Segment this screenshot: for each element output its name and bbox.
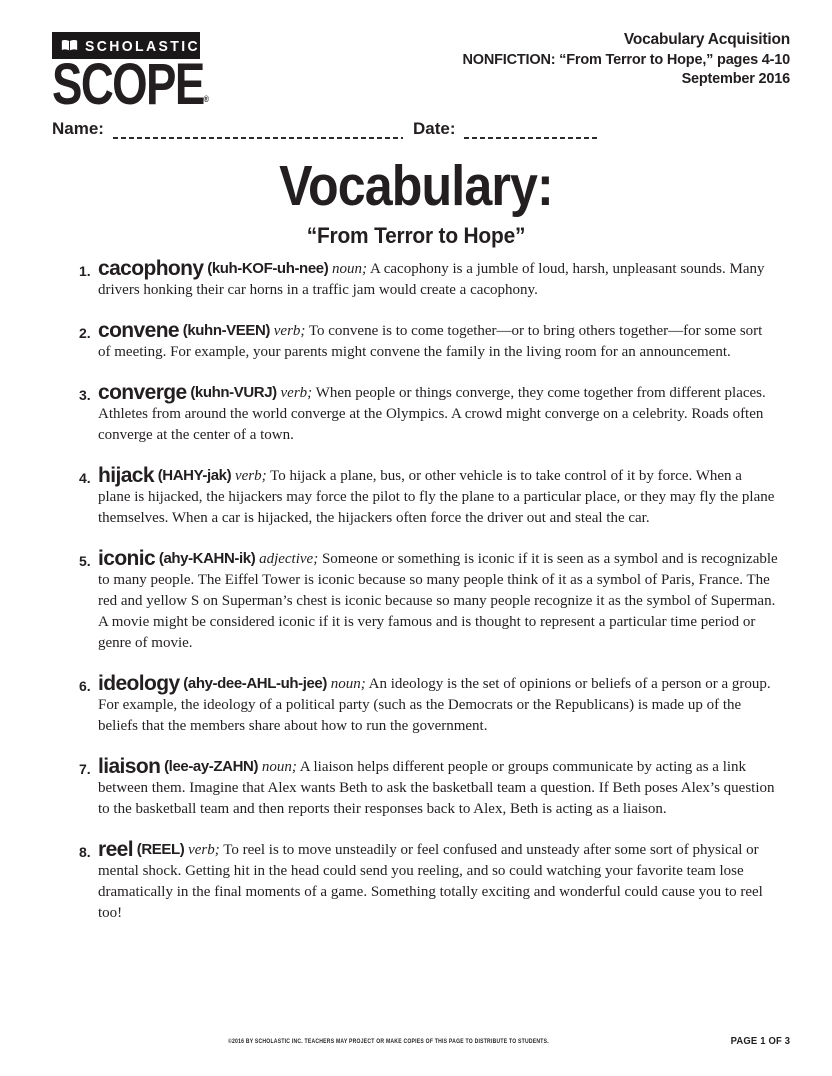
definition: When people or things converge, they come together from different places. Athletes from around the world converge at the Olympics. A crowd might converge on a celebrity. Roads often converge at the center of a town. bbox=[98, 385, 766, 443]
part-of-speech: noun; bbox=[261, 759, 297, 775]
vocab-item-iconic bbox=[52, 548, 778, 654]
issue-date: September 2016 bbox=[681, 71, 790, 87]
name-input-line[interactable] bbox=[113, 123, 403, 139]
issue-header bbox=[463, 31, 791, 87]
name-label: Name: bbox=[52, 119, 104, 138]
scholastic-wordmark: SCHOLASTIC bbox=[85, 37, 200, 54]
part-of-speech: noun; bbox=[330, 676, 366, 692]
vocab-item-liaison bbox=[52, 756, 778, 820]
page-subtitle: “From Terror to Hope” bbox=[306, 223, 526, 248]
part-of-speech: verb; bbox=[234, 468, 267, 484]
vocab-item-ideology bbox=[52, 673, 778, 737]
item-number: 2. bbox=[79, 325, 91, 341]
page-title: Vocabulary: bbox=[279, 154, 553, 218]
pronunciation: (ahy-KAHN-ik) bbox=[158, 550, 256, 567]
skill-title: Vocabulary Acquisition bbox=[623, 31, 790, 48]
item-number: 7. bbox=[79, 761, 91, 777]
pronunciation: (kuhn-VURJ) bbox=[190, 384, 277, 401]
item-number: 6. bbox=[79, 678, 91, 694]
title-block bbox=[0, 154, 832, 249]
vocab-item-hijack bbox=[52, 465, 778, 529]
pronunciation: (HAHY-jak) bbox=[157, 467, 232, 484]
vocab-word: convene bbox=[98, 319, 179, 342]
item-number: 8. bbox=[79, 844, 91, 860]
part-of-speech: verb; bbox=[188, 842, 220, 858]
open-book-icon bbox=[61, 39, 78, 52]
vocab-item-convene bbox=[52, 320, 778, 363]
vocab-word: ideology bbox=[98, 672, 180, 695]
item-number: 3. bbox=[79, 387, 91, 403]
pronunciation: (ahy-dee-AHL-uh-jee) bbox=[183, 675, 327, 692]
item-number: 5. bbox=[79, 553, 91, 569]
item-number: 1. bbox=[79, 263, 91, 279]
scope-wordmark: SCOPE® bbox=[52, 51, 209, 118]
part-of-speech: noun; bbox=[332, 261, 368, 277]
registered-mark: ® bbox=[203, 93, 209, 104]
part-of-speech: adjective; bbox=[259, 551, 319, 567]
date-label: Date: bbox=[412, 119, 456, 138]
vocab-word: iconic bbox=[98, 547, 156, 570]
item-number: 4. bbox=[79, 470, 91, 486]
article-reference: NONFICTION: “From Terror to Hope,” pages 4-10 bbox=[462, 52, 790, 68]
vocab-item-cacophony bbox=[52, 258, 778, 301]
definition: To convene is to come together—or to bring others together—for some sort of meeting. For example, your parents might convene the family in the living room for an announcement. bbox=[98, 323, 763, 360]
part-of-speech: verb; bbox=[273, 323, 306, 339]
vocab-word: liaison bbox=[98, 755, 161, 778]
scholastic-scope-logo bbox=[52, 32, 248, 118]
definition: An ideology is the set of opinions or beliefs of a person or a group. For example, the ideology of a political party (such as the Democrats or the Republicans) is made up of the beliefs that the members share about how to run the government. bbox=[98, 676, 771, 734]
vocab-word: reel bbox=[98, 838, 133, 861]
definition: A cacophony is a jumble of loud, harsh, unpleasant sounds. Many drivers honking their car horns in a traffic jam would create a cacophony. bbox=[98, 261, 765, 298]
pronunciation: (REEL) bbox=[136, 841, 185, 858]
page-number: PAGE 1 OF 3 bbox=[730, 1035, 790, 1047]
vocab-item-converge bbox=[52, 382, 778, 446]
date-input-line[interactable] bbox=[464, 123, 600, 139]
definition: To hijack a plane, bus, or other vehicle is to take control of it by force. When a plane is hijacked, the hijackers may force the pilot to fly the plane to a particular place, or they may fly the plane themselves. When a car is hijacked, the hijackers often force the driver out and steal the car. bbox=[98, 468, 775, 526]
pronunciation: (kuh-KOF-uh-nee) bbox=[207, 260, 329, 277]
vocab-item-reel bbox=[52, 839, 778, 924]
name-date-row bbox=[52, 119, 790, 139]
definition: To reel is to move unsteadily or feel confused and unsteady after some sort of physical or mental shock. Getting hit in the head could send you reeling, and so could watching your favorite team lose dramatically in the final moments of a game. Something totally exciting and wonderful could cause you to reel too! bbox=[98, 842, 763, 921]
vocabulary-list bbox=[52, 258, 778, 943]
definition: Someone or something is iconic if it is seen as a symbol and is recognizable to many people. The Eiffel Tower is iconic because so many people think of it as a symbol of Paris, France. The red and yellow S on Superman’s chest is iconic because so many people recognize it as the symbol of Superman. A movie might be considered iconic if it is very famous and is thought to represent a particular time period or genre of movie. bbox=[98, 551, 778, 651]
vocab-word: cacophony bbox=[98, 257, 204, 280]
copyright-notice: ©2016 BY SCHOLASTIC INC. TEACHERS MAY PROJECT OR MAKE COPIES OF THIS PAGE TO DISTRIBUTE TO STUDENTS. bbox=[228, 1038, 549, 1045]
definition: A liaison helps different people or groups communicate by acting as a link between them. Imagine that Alex wants Beth to ask the basketball team a question. If Beth poses Alex’s question to the basketball team and then reports their responses back to Alex, Beth is acting as a liaison. bbox=[98, 759, 775, 817]
vocab-word: converge bbox=[98, 381, 187, 404]
pronunciation: (lee-ay-ZAHN) bbox=[164, 758, 259, 775]
pronunciation: (kuhn-VEEN) bbox=[182, 322, 271, 339]
vocab-word: hijack bbox=[98, 464, 154, 487]
part-of-speech: verb; bbox=[280, 385, 313, 401]
